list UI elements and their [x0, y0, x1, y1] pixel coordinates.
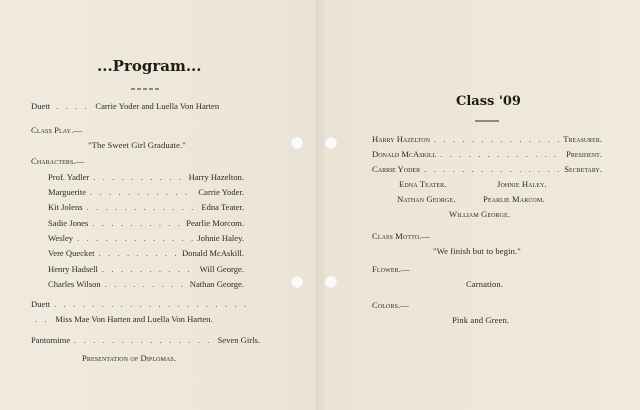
- characters-label: Characters.—: [31, 156, 85, 166]
- punch-hole: [324, 275, 338, 289]
- flower-value: Carnation.: [466, 279, 504, 289]
- punch-hole: [324, 136, 338, 150]
- member-name: Pearlie Marcom.: [483, 194, 545, 204]
- character-row: [48, 202, 244, 212]
- character-role: Vere Quecket: [48, 248, 95, 258]
- officer-row: [372, 134, 602, 144]
- character-row: [48, 279, 244, 289]
- duett-1-label: Duett: [31, 101, 51, 111]
- character-row: [48, 264, 244, 274]
- character-actor: Johnie Haley.: [197, 233, 244, 243]
- officer-name: Carrie Yoder: [372, 164, 421, 174]
- character-role: Charles Wilson: [48, 279, 101, 289]
- officer-name: Donald McAskill: [372, 149, 437, 159]
- duett-1-row: Duett . . . . Carrie Yoder and Luella Von Harten: [31, 101, 220, 111]
- member-name: William George.: [449, 209, 511, 219]
- character-row: [48, 218, 244, 228]
- character-role: Sadie Jones: [48, 218, 89, 228]
- title-flourish: [130, 86, 160, 92]
- pantomime-label: Pantomime: [31, 335, 71, 345]
- officer-name: Harry Hazelton: [372, 134, 430, 144]
- center-fold: [317, 0, 319, 410]
- duett-2-performers: Miss Mae Von Harten and Luella Von Harten.: [55, 314, 213, 324]
- character-actor: Nathan George.: [189, 279, 244, 289]
- character-role: Wesley: [48, 233, 74, 243]
- duett-1-performers: Carrie Yoder and Luella Von Harten: [95, 101, 220, 111]
- character-row: [48, 187, 244, 197]
- program-title: ...Program...: [97, 57, 202, 75]
- character-role: Henry Hadsell: [48, 264, 98, 274]
- officer-office: President.: [566, 149, 602, 159]
- colors-label: Colors.—: [372, 300, 409, 310]
- member-name: Johnie Haley.: [497, 179, 547, 189]
- character-role: Kit Jolens: [48, 202, 83, 212]
- play-title: "The Sweet Girl Graduate.": [88, 140, 186, 150]
- character-row: [48, 248, 244, 258]
- character-actor: Harry Hazelton.: [188, 172, 244, 182]
- duett-2-performers-row: . . Miss Mae Von Harten and Luella Von Harten.: [35, 314, 213, 324]
- member-name: Nathan George.: [397, 194, 456, 204]
- character-actor: Carrie Yoder.: [198, 187, 244, 197]
- character-row: [48, 233, 244, 243]
- character-actor: Pearlie Morcom.: [186, 218, 244, 228]
- class-title: Class '09: [456, 94, 521, 109]
- duett-2-row: [31, 299, 257, 309]
- class-motto: "We finish but to begin.": [433, 246, 521, 256]
- class-motto-label: Class Motto.—: [372, 231, 431, 241]
- character-role: Prof. Yadler: [48, 172, 90, 182]
- officer-row: [372, 149, 602, 159]
- officer-office: Treasurer.: [563, 134, 602, 144]
- class-play-label: Class Play.—: [31, 125, 83, 135]
- punch-hole: [290, 136, 304, 150]
- punch-hole: [290, 275, 304, 289]
- officer-office: Secretary.: [564, 164, 602, 174]
- pantomime-row: [31, 335, 260, 345]
- character-actor: Donald McAskill.: [181, 248, 244, 258]
- colors-value: Pink and Green.: [452, 315, 510, 325]
- flower-label: Flower.—: [372, 264, 410, 274]
- pantomime-value: Seven Girls.: [217, 335, 260, 345]
- officer-row: [372, 164, 602, 174]
- duett-2-label: Duett: [31, 299, 51, 309]
- class-title-rule: [474, 119, 500, 123]
- member-name: Edna Teater.: [399, 179, 447, 189]
- character-actor: Will George.: [199, 264, 244, 274]
- character-row: [48, 172, 244, 182]
- presentation-of-diplomas: Presentation of Diplomas.: [82, 353, 177, 363]
- character-actor: Edna Teater.: [201, 202, 244, 212]
- character-role: Marguerite: [48, 187, 87, 197]
